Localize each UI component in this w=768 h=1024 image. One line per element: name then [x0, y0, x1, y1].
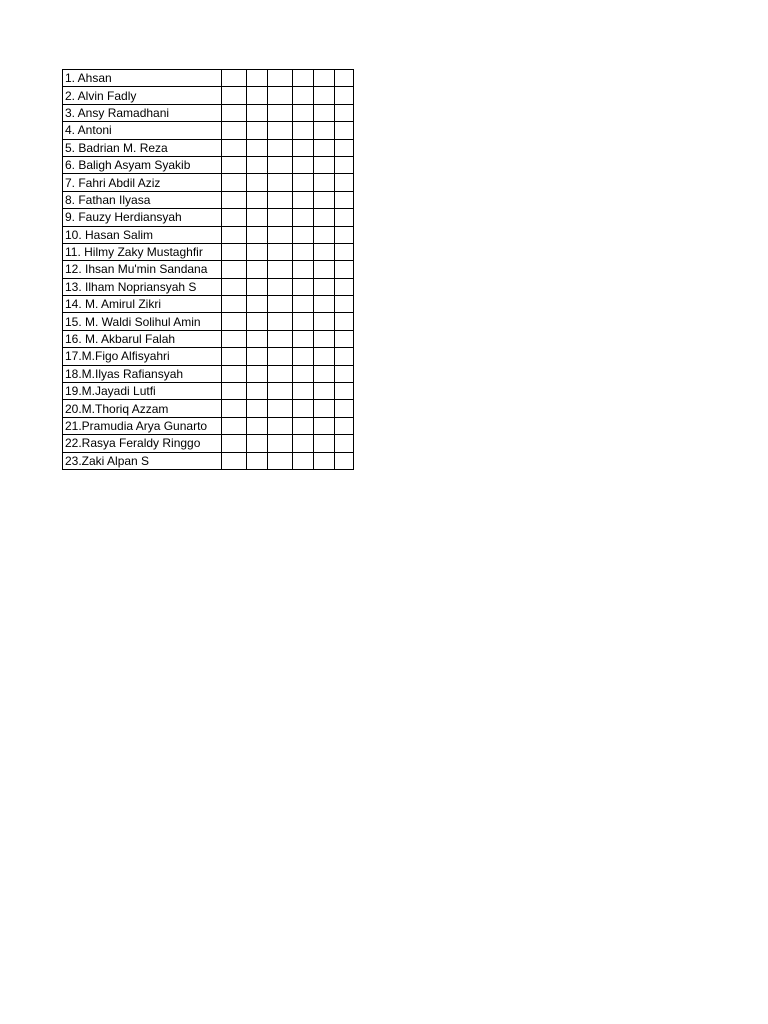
table-row: [63, 191, 354, 208]
blank-mark-cell: [314, 139, 335, 156]
student-name-cell: 5. Badrian M. Reza: [63, 139, 222, 156]
blank-mark-cell: [222, 261, 247, 278]
blank-mark-cell: [247, 87, 268, 104]
table-row: [63, 139, 354, 156]
blank-mark-cell: [335, 330, 354, 347]
blank-mark-cell: [222, 174, 247, 191]
table-row: [63, 104, 354, 121]
blank-mark-cell: [314, 313, 335, 330]
blank-mark-cell: [293, 243, 314, 260]
blank-mark-cell: [222, 156, 247, 173]
blank-mark-cell: [293, 156, 314, 173]
blank-mark-cell: [314, 70, 335, 87]
blank-mark-cell: [335, 191, 354, 208]
blank-mark-cell: [314, 296, 335, 313]
blank-mark-cell: [268, 400, 293, 417]
blank-mark-cell: [293, 261, 314, 278]
table-row: [63, 226, 354, 243]
student-name-cell: 13. Ilham Nopriansyah S: [63, 278, 222, 295]
blank-mark-cell: [247, 383, 268, 400]
blank-mark-cell: [293, 226, 314, 243]
blank-mark-cell: [222, 452, 247, 469]
blank-mark-cell: [268, 70, 293, 87]
student-name-cell: 19.M.Jayadi Lutfi: [63, 383, 222, 400]
blank-mark-cell: [247, 226, 268, 243]
table-row: [63, 70, 354, 87]
blank-mark-cell: [293, 209, 314, 226]
blank-mark-cell: [335, 226, 354, 243]
attendance-table-body: [63, 70, 354, 470]
blank-mark-cell: [268, 435, 293, 452]
blank-mark-cell: [222, 435, 247, 452]
blank-mark-cell: [314, 156, 335, 173]
blank-mark-cell: [335, 243, 354, 260]
blank-mark-cell: [247, 330, 268, 347]
blank-mark-cell: [222, 209, 247, 226]
blank-mark-cell: [268, 452, 293, 469]
table-row: [63, 400, 354, 417]
blank-mark-cell: [293, 191, 314, 208]
blank-mark-cell: [335, 400, 354, 417]
student-name-cell: 20.M.Thoriq Azzam: [63, 400, 222, 417]
blank-mark-cell: [293, 278, 314, 295]
blank-mark-cell: [335, 383, 354, 400]
table-row: [63, 278, 354, 295]
blank-mark-cell: [268, 417, 293, 434]
table-row: [63, 313, 354, 330]
blank-mark-cell: [335, 87, 354, 104]
blank-mark-cell: [268, 104, 293, 121]
student-name-cell: 12. Ihsan Mu'min Sandana: [63, 261, 222, 278]
blank-mark-cell: [268, 139, 293, 156]
blank-mark-cell: [314, 209, 335, 226]
blank-mark-cell: [268, 348, 293, 365]
student-name-cell: 23.Zaki Alpan S: [63, 452, 222, 469]
blank-mark-cell: [293, 330, 314, 347]
blank-mark-cell: [222, 191, 247, 208]
blank-mark-cell: [268, 156, 293, 173]
blank-mark-cell: [314, 365, 335, 382]
blank-mark-cell: [222, 348, 247, 365]
table-row: [63, 243, 354, 260]
student-name-cell: 4. Antoni: [63, 122, 222, 139]
table-row: [63, 330, 354, 347]
student-name-cell: 11. Hilmy Zaky Mustaghfir: [63, 243, 222, 260]
blank-mark-cell: [314, 243, 335, 260]
table-row: [63, 209, 354, 226]
blank-mark-cell: [222, 70, 247, 87]
student-name-cell: 2. Alvin Fadly: [63, 87, 222, 104]
student-name-cell: 9. Fauzy Herdiansyah: [63, 209, 222, 226]
blank-mark-cell: [247, 104, 268, 121]
blank-mark-cell: [222, 313, 247, 330]
student-name-cell: 8. Fathan Ilyasa: [63, 191, 222, 208]
blank-mark-cell: [268, 296, 293, 313]
blank-mark-cell: [335, 70, 354, 87]
blank-mark-cell: [268, 261, 293, 278]
blank-mark-cell: [314, 174, 335, 191]
blank-mark-cell: [293, 417, 314, 434]
blank-mark-cell: [268, 87, 293, 104]
attendance-table: [62, 69, 354, 470]
blank-mark-cell: [247, 435, 268, 452]
blank-mark-cell: [293, 452, 314, 469]
student-name-cell: 7. Fahri Abdil Aziz: [63, 174, 222, 191]
blank-mark-cell: [335, 417, 354, 434]
blank-mark-cell: [247, 191, 268, 208]
blank-mark-cell: [314, 278, 335, 295]
blank-mark-cell: [247, 156, 268, 173]
blank-mark-cell: [314, 452, 335, 469]
blank-mark-cell: [247, 243, 268, 260]
blank-mark-cell: [314, 435, 335, 452]
blank-mark-cell: [293, 313, 314, 330]
student-name-cell: 22.Rasya Feraldy Ringgo: [63, 435, 222, 452]
student-name-cell: 21.Pramudia Arya Gunarto: [63, 417, 222, 434]
blank-mark-cell: [335, 104, 354, 121]
table-row: [63, 435, 354, 452]
blank-mark-cell: [222, 104, 247, 121]
table-row: [63, 296, 354, 313]
table-row: [63, 174, 354, 191]
blank-mark-cell: [335, 209, 354, 226]
student-name-cell: 1. Ahsan: [63, 70, 222, 87]
table-row: [63, 122, 354, 139]
blank-mark-cell: [268, 243, 293, 260]
blank-mark-cell: [293, 348, 314, 365]
blank-mark-cell: [247, 174, 268, 191]
blank-mark-cell: [335, 435, 354, 452]
blank-mark-cell: [335, 156, 354, 173]
blank-mark-cell: [335, 174, 354, 191]
student-name-cell: 14. M. Amirul Zikri: [63, 296, 222, 313]
table-row: [63, 452, 354, 469]
student-name-cell: 6. Baligh Asyam Syakib: [63, 156, 222, 173]
blank-mark-cell: [293, 174, 314, 191]
blank-mark-cell: [268, 383, 293, 400]
blank-mark-cell: [293, 400, 314, 417]
blank-mark-cell: [314, 122, 335, 139]
student-name-cell: 10. Hasan Salim: [63, 226, 222, 243]
blank-mark-cell: [247, 400, 268, 417]
blank-mark-cell: [335, 122, 354, 139]
blank-mark-cell: [268, 330, 293, 347]
blank-mark-cell: [247, 348, 268, 365]
blank-mark-cell: [268, 191, 293, 208]
blank-mark-cell: [314, 191, 335, 208]
blank-mark-cell: [293, 296, 314, 313]
blank-mark-cell: [247, 139, 268, 156]
student-name-cell: 15. M. Waldi Solihul Amin: [63, 313, 222, 330]
blank-mark-cell: [314, 330, 335, 347]
blank-mark-cell: [222, 139, 247, 156]
blank-mark-cell: [335, 452, 354, 469]
blank-mark-cell: [293, 87, 314, 104]
blank-mark-cell: [222, 330, 247, 347]
blank-mark-cell: [293, 104, 314, 121]
table-row: [63, 156, 354, 173]
table-row: [63, 383, 354, 400]
blank-mark-cell: [247, 313, 268, 330]
blank-mark-cell: [268, 209, 293, 226]
blank-mark-cell: [247, 365, 268, 382]
blank-mark-cell: [293, 383, 314, 400]
blank-mark-cell: [268, 313, 293, 330]
blank-mark-cell: [222, 122, 247, 139]
blank-mark-cell: [247, 122, 268, 139]
blank-mark-cell: [268, 365, 293, 382]
student-name-cell: 17.M.Figo Alfisyahri: [63, 348, 222, 365]
blank-mark-cell: [293, 139, 314, 156]
blank-mark-cell: [268, 226, 293, 243]
blank-mark-cell: [335, 139, 354, 156]
blank-mark-cell: [222, 87, 247, 104]
blank-mark-cell: [222, 278, 247, 295]
blank-mark-cell: [335, 261, 354, 278]
blank-mark-cell: [268, 174, 293, 191]
blank-mark-cell: [247, 209, 268, 226]
blank-mark-cell: [335, 348, 354, 365]
blank-mark-cell: [222, 296, 247, 313]
blank-mark-cell: [247, 278, 268, 295]
table-row: [63, 417, 354, 434]
blank-mark-cell: [314, 261, 335, 278]
blank-mark-cell: [247, 452, 268, 469]
blank-mark-cell: [314, 348, 335, 365]
blank-mark-cell: [293, 365, 314, 382]
blank-mark-cell: [247, 261, 268, 278]
blank-mark-cell: [314, 400, 335, 417]
blank-mark-cell: [335, 313, 354, 330]
blank-mark-cell: [314, 383, 335, 400]
blank-mark-cell: [222, 365, 247, 382]
blank-mark-cell: [247, 70, 268, 87]
blank-mark-cell: [314, 87, 335, 104]
blank-mark-cell: [335, 365, 354, 382]
table-row: [63, 365, 354, 382]
blank-mark-cell: [293, 435, 314, 452]
blank-mark-cell: [293, 122, 314, 139]
blank-mark-cell: [293, 70, 314, 87]
blank-mark-cell: [222, 383, 247, 400]
blank-mark-cell: [222, 243, 247, 260]
table-row: [63, 87, 354, 104]
student-name-cell: 3. Ansy Ramadhani: [63, 104, 222, 121]
blank-mark-cell: [335, 296, 354, 313]
blank-mark-cell: [268, 278, 293, 295]
blank-mark-cell: [247, 417, 268, 434]
blank-mark-cell: [222, 400, 247, 417]
blank-mark-cell: [314, 417, 335, 434]
table-row: [63, 261, 354, 278]
blank-mark-cell: [247, 296, 268, 313]
student-name-cell: 18.M.Ilyas Rafiansyah: [63, 365, 222, 382]
blank-mark-cell: [268, 122, 293, 139]
blank-mark-cell: [314, 226, 335, 243]
student-name-cell: 16. M. Akbarul Falah: [63, 330, 222, 347]
blank-mark-cell: [335, 278, 354, 295]
blank-mark-cell: [222, 226, 247, 243]
blank-mark-cell: [314, 104, 335, 121]
table-row: [63, 348, 354, 365]
blank-mark-cell: [222, 417, 247, 434]
